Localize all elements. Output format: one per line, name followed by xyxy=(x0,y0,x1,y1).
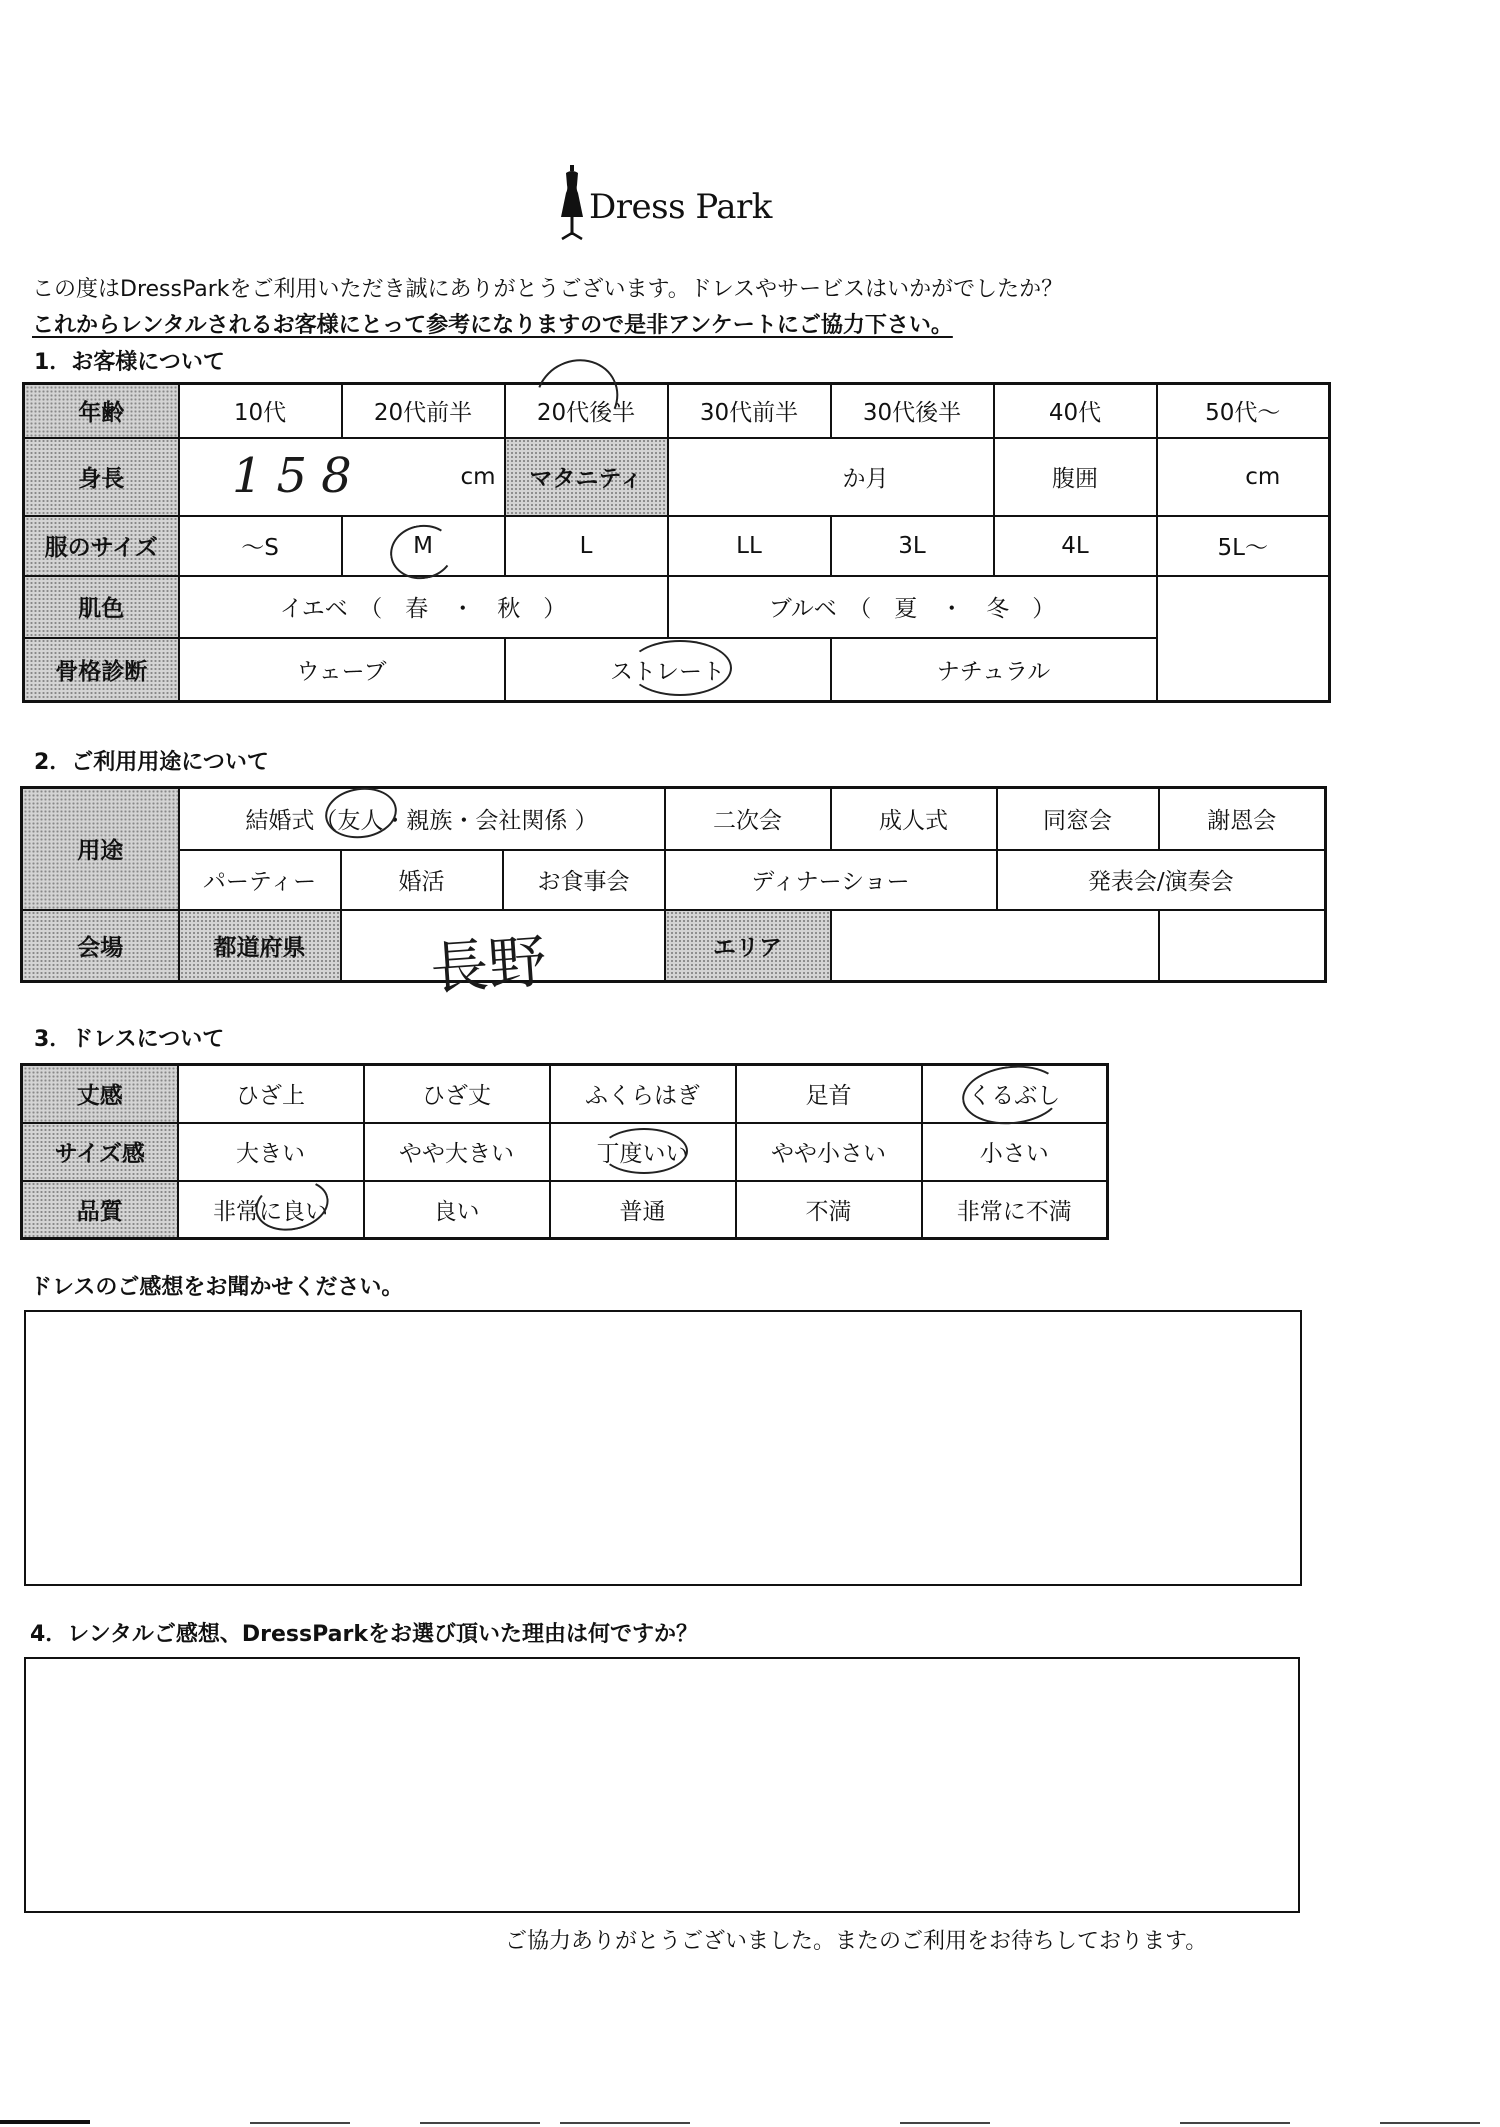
logo-text: Dress Park xyxy=(589,187,772,227)
age-option[interactable]: 10代 xyxy=(179,384,342,438)
fit-option-selected[interactable]: 丁度いい xyxy=(550,1123,736,1181)
thanks-message: ご協力ありがとうございました。またのご利用をお待ちしております。 xyxy=(505,1929,1208,1954)
handwritten-height: 158 xyxy=(232,448,366,504)
age-option[interactable]: 50代～ xyxy=(1157,384,1330,438)
area-field[interactable] xyxy=(831,910,1159,982)
section3-title: 3．ドレスについて xyxy=(34,1027,225,1052)
quality-option[interactable]: 非常に不満 xyxy=(922,1181,1108,1239)
age-option[interactable]: 40代 xyxy=(994,384,1157,438)
intro-line-1: この度はDressParkをご利用いただき誠にありがとうございます。ドレスやサービスはいかがでしたか？ xyxy=(32,277,1064,302)
length-option[interactable]: ふくらはぎ xyxy=(550,1065,736,1123)
dress-table xyxy=(20,1063,1109,1240)
quality-option-selected[interactable]: 非常に良い xyxy=(178,1181,364,1239)
selection-circle-fit xyxy=(600,1128,688,1174)
age-option[interactable]: 20代前半 xyxy=(342,384,505,438)
height-label: 身長 xyxy=(24,438,179,516)
intro-line-2: これからレンタルされるお客様にとって参考になりますので是非アンケートにご協力下さい。 xyxy=(32,313,953,338)
purpose-table xyxy=(20,786,1327,983)
size-option[interactable]: ～S xyxy=(179,516,342,576)
skeleton-option-selected[interactable]: ストレート xyxy=(505,638,831,702)
length-option[interactable]: ひざ丈 xyxy=(364,1065,550,1123)
fit-option[interactable]: やや大きい xyxy=(364,1123,550,1181)
empty-cell xyxy=(1157,638,1330,702)
quality-label: 品質 xyxy=(22,1181,178,1239)
fit-option[interactable]: 大きい xyxy=(178,1123,364,1181)
skeleton-option[interactable]: ナチュラル xyxy=(831,638,1157,702)
purpose-option[interactable]: お食事会 xyxy=(503,850,665,910)
handwritten-prefecture: 長野 xyxy=(428,927,549,1003)
size-option[interactable]: LL xyxy=(668,516,831,576)
purpose-option[interactable]: 発表会/演奏会 xyxy=(997,850,1326,910)
scan-artifact xyxy=(0,2110,1500,2127)
comment-prompt: ドレスのご感想をお聞かせください。 xyxy=(30,1275,404,1300)
size-option[interactable]: 4L xyxy=(994,516,1157,576)
section2-title: 2．ご利用用途について xyxy=(34,750,269,775)
rental-reason-box[interactable] xyxy=(24,1657,1300,1913)
area-label: エリア xyxy=(665,910,831,982)
fit-option[interactable]: やや小さい xyxy=(736,1123,922,1181)
purpose-label: 用途 xyxy=(22,788,179,910)
section4-title: 4．レンタルご感想、DressParkをお選び頂いた理由は何ですか？ xyxy=(30,1622,698,1647)
selection-circle-skeleton xyxy=(628,640,732,696)
empty-cell xyxy=(1157,576,1330,638)
skin-blue-option[interactable]: ブルベ （ 夏 ・ 冬 ） xyxy=(668,576,1157,638)
purpose-option[interactable]: 謝恩会 xyxy=(1159,788,1326,850)
size-option[interactable]: L xyxy=(505,516,668,576)
purpose-option[interactable]: 成人式 xyxy=(831,788,997,850)
age-option-selected[interactable]: 20代後半 xyxy=(505,384,668,438)
dress-mannequin-icon xyxy=(555,165,589,245)
fit-option[interactable]: 小さい xyxy=(922,1123,1108,1181)
size-option[interactable]: 5L～ xyxy=(1157,516,1330,576)
height-unit: cm xyxy=(460,463,496,490)
skin-yellow-option[interactable]: イエベ （ 春 ・ 秋 ） xyxy=(179,576,668,638)
quality-option[interactable]: 不満 xyxy=(736,1181,922,1239)
venue-label: 会場 xyxy=(22,910,179,982)
age-option[interactable]: 30代前半 xyxy=(668,384,831,438)
purpose-option[interactable]: 同窓会 xyxy=(997,788,1159,850)
age-label: 年齢 xyxy=(24,384,179,438)
size-option-selected[interactable]: M xyxy=(342,516,505,576)
fit-label: サイズ感 xyxy=(22,1123,178,1181)
length-option[interactable]: 足首 xyxy=(736,1065,922,1123)
purpose-wedding-option[interactable]: 結婚式（友人・親族・会社関係 ） xyxy=(179,788,665,850)
skeleton-option[interactable]: ウェーブ xyxy=(179,638,505,702)
skin-label: 肌色 xyxy=(24,576,179,638)
length-label: 丈感 xyxy=(22,1065,178,1123)
size-label: 服のサイズ xyxy=(24,516,179,576)
length-option[interactable]: ひざ上 xyxy=(178,1065,364,1123)
purpose-option[interactable]: ディナーショー xyxy=(665,850,997,910)
purpose-option[interactable]: 婚活 xyxy=(341,850,503,910)
purpose-option[interactable]: パーティー xyxy=(179,850,341,910)
age-option[interactable]: 30代後半 xyxy=(831,384,994,438)
size-option[interactable]: 3L xyxy=(831,516,994,576)
quality-option[interactable]: 普通 xyxy=(550,1181,736,1239)
dresspark-logo xyxy=(555,165,795,245)
skeleton-label: 骨格診断 xyxy=(24,638,179,702)
length-option-selected[interactable]: くるぶし xyxy=(922,1065,1108,1123)
quality-option[interactable]: 良い xyxy=(364,1181,550,1239)
section1-title: 1．お客様について xyxy=(34,350,225,375)
empty-cell xyxy=(1159,910,1326,982)
waist-field[interactable]: cm xyxy=(1157,438,1330,516)
purpose-option[interactable]: 二次会 xyxy=(665,788,831,850)
maternity-months-field[interactable]: か月 xyxy=(668,438,994,516)
dress-comment-box[interactable] xyxy=(24,1310,1302,1586)
maternity-label: マタニティ xyxy=(505,438,668,516)
waist-label: 腹囲 xyxy=(994,438,1157,516)
prefecture-label: 都道府県 xyxy=(179,910,341,982)
